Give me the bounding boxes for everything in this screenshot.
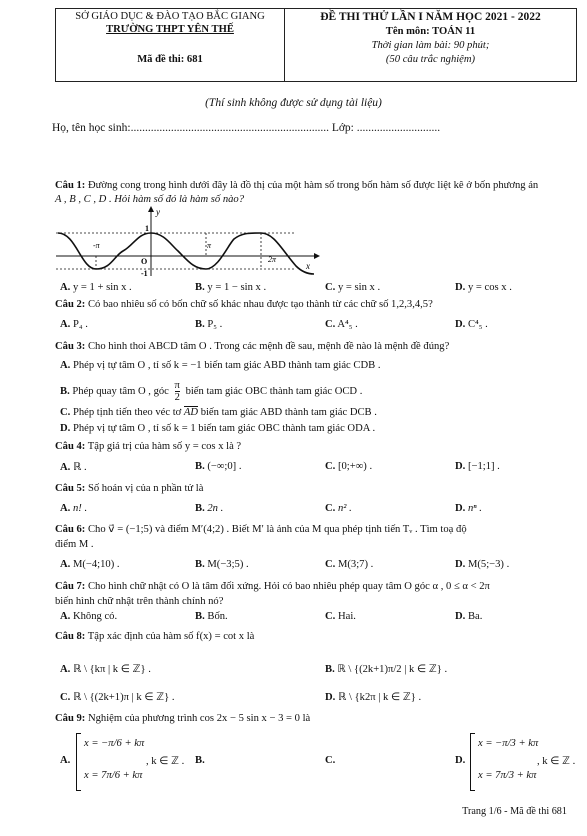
- q3-option-a[interactable]: A. Phép vị tự tâm O , tỉ số k = −1 biến tam giác ABD thành tam giác CDB .: [60, 360, 381, 371]
- q6-option-c[interactable]: C. M(3;7) .: [325, 559, 374, 570]
- neg-pi-label: -π: [93, 241, 100, 250]
- question-number: Câu 1:: [55, 180, 86, 191]
- q5-option-a[interactable]: A. n! .: [60, 503, 88, 514]
- q9-option-c[interactable]: C.: [325, 755, 336, 766]
- q9-a-tail: , k ∈ ℤ .: [146, 756, 185, 767]
- question-text: Đường cong trong hình dưới đây là đồ thị của một hàm số trong bốn hàm số được liệt kê ở bốn phương án: [87, 180, 539, 191]
- q5-option-d[interactable]: D. nⁿ .: [455, 503, 482, 514]
- q8-option-c[interactable]: C. ℝ \ {(2k+1)π | k ∈ ℤ} .: [60, 692, 175, 703]
- sine-graph: [56, 206, 321, 278]
- q2-option-d[interactable]: D. C⁴₅ .: [455, 319, 488, 330]
- pi-over-two: $\frac{\pi}{2}$: [174, 380, 180, 403]
- q9-a-line2: x = 7π/6 + kπ: [84, 770, 143, 781]
- question-5: Câu 5: Số hoán vị của n phần tử là: [55, 483, 204, 494]
- q7-option-a[interactable]: A. Không có.: [60, 611, 118, 622]
- q8-option-d[interactable]: D. ℝ \ {k2π | k ∈ ℤ} .: [325, 692, 422, 703]
- q9-d-line1: x = −π/3 + kπ: [478, 738, 539, 749]
- q8-option-b[interactable]: B. ℝ \ {(2k+1)π/2 | k ∈ ℤ} .: [325, 664, 448, 675]
- question-2: Câu 2: Có bao nhiêu số có bốn chữ số khác nhau được tạo thành từ các chữ số 1,2,3,4,5?: [55, 299, 433, 310]
- q9-option-a[interactable]: A.: [60, 755, 71, 766]
- x-arrow: [314, 253, 320, 259]
- question-7-line2: biến hình chữ nhật trên thành chính nó?: [55, 596, 224, 607]
- exam-header: [55, 8, 577, 82]
- q9-d-bracket: [470, 733, 475, 791]
- q7-option-d[interactable]: D. Ba.: [455, 611, 483, 622]
- q6-option-b[interactable]: B. M(−3;5) .: [195, 559, 249, 570]
- department-name: SỞ GIÁO DỤC & ĐÀO TẠO BẮC GIANG: [75, 11, 265, 22]
- exam-title: ĐỀ THI THỬ LẦN I NĂM HỌC 2021 - 2022: [320, 11, 541, 23]
- y-axis-label: y: [156, 207, 160, 217]
- q5-option-b[interactable]: B. 2n .: [195, 503, 224, 514]
- q9-option-b[interactable]: B.: [195, 755, 205, 766]
- vector-ad: AD: [183, 407, 199, 418]
- exam-note: (Thí sinh không được sử dụng tài liệu): [205, 97, 382, 109]
- q4-option-c[interactable]: C. [0;+∞) .: [325, 461, 373, 472]
- q9-a-bracket: [76, 733, 81, 791]
- q5-option-c[interactable]: C. n² .: [325, 503, 352, 514]
- two-pi-label: 2π: [268, 255, 277, 264]
- question-1-line2: A , B , C , D . Hỏi hàm số đó là hàm số nào?: [55, 194, 245, 205]
- origin-label: O: [141, 257, 148, 266]
- exam-code: Mã đề thi: 681: [137, 54, 203, 65]
- q9-d-line2: x = 7π/3 + kπ: [478, 770, 537, 781]
- school-name: TRƯỜNG THPT YÊN THẾ: [106, 24, 234, 35]
- q6-option-d[interactable]: D. M(5;−3) .: [455, 559, 510, 570]
- question-3: Câu 3: Cho hình thoi ABCD tâm O . Trong các mệnh đề sau, mệnh đề nào là mệnh đề đúng?: [55, 341, 450, 352]
- q4-option-b[interactable]: B. (−∞;0] .: [195, 461, 242, 472]
- q9-d-tail: , k ∈ ℤ .: [537, 756, 576, 767]
- sine-curve: [58, 233, 314, 274]
- y-arrow: [148, 206, 154, 212]
- q3-option-d[interactable]: D. Phép vị tự tâm O , tỉ số k = 1 biến tam giác OBC thành tam giác ODA .: [60, 423, 376, 434]
- q1-option-a[interactable]: A. y = 1 + sin x .: [60, 282, 132, 293]
- question-7: Câu 7: Cho hình chữ nhật có O là tâm đối xứng. Hỏi có bao nhiêu phép quay tâm O góc α , 0 ≤ α < 2π: [55, 581, 490, 592]
- q3-option-c[interactable]: C. Phép tịnh tiến theo véc tơ AD biến tam giác ABD thành tam giác DCB .: [60, 407, 377, 418]
- question-6: Câu 6: Cho v⃗ = (−1;5) và điểm M′(4;2) . Biết M′ là ảnh của M qua phép tịnh tiến Tᵥ . Tìm toạ độ: [55, 524, 467, 535]
- q1-option-d[interactable]: D. y = cos x .: [455, 282, 512, 293]
- question-8: Câu 8: Tập xác định của hàm số f(x) = cot x là: [55, 631, 255, 642]
- time-limit: Thời gian làm bài: 90 phút;: [371, 40, 490, 51]
- question-9: Câu 9: Nghiệm của phương trình cos 2x − 5 sin x − 3 = 0 là: [55, 713, 311, 724]
- q3-option-b[interactable]: B. Phép quay tâm O , góc $\frac{\pi}{2}$ biến tam giác OBC thành tam giác OCD .: [60, 380, 363, 403]
- question-1: [55, 180, 538, 191]
- q9-a-line1: x = −π/6 + kπ: [84, 738, 145, 749]
- q2-option-c[interactable]: C. A⁴₅ .: [325, 319, 358, 330]
- pi-label: π: [207, 241, 212, 250]
- question-6-line2: điểm M .: [55, 539, 94, 550]
- question-count: (50 câu trắc nghiệm): [385, 54, 476, 65]
- q2-option-b[interactable]: B. P₅ .: [195, 319, 223, 330]
- q8-option-a[interactable]: A. ℝ \ {kπ | k ∈ ℤ} .: [60, 664, 151, 675]
- question-4: Câu 4: Tập giá trị của hàm số y = cos x là ?: [55, 441, 242, 452]
- q1-option-c[interactable]: C. y = sin x .: [325, 282, 381, 293]
- q1-option-b[interactable]: B. y = 1 − sin x .: [195, 282, 267, 293]
- student-info-line: Họ, tên học sinh:..................................................................... Lớp: .............................: [52, 122, 441, 134]
- q4-option-d[interactable]: D. [−1;1] .: [455, 461, 500, 472]
- q9-option-d[interactable]: D.: [455, 755, 466, 766]
- subject: Tên môn: TOÁN 11: [385, 26, 476, 37]
- y-one-label: 1: [145, 224, 149, 233]
- y-minus-one-label: -1: [141, 269, 148, 278]
- q6-option-a[interactable]: A. M(−4;10) .: [60, 559, 120, 570]
- q7-option-c[interactable]: C. Hai.: [325, 611, 356, 622]
- q2-option-a[interactable]: A. P₄ .: [60, 319, 88, 330]
- x-axis-label: x: [306, 261, 310, 271]
- page-footer: Trang 1/6 - Mã đề thi 681: [462, 806, 567, 817]
- q4-option-a[interactable]: A. ℝ .: [60, 462, 87, 473]
- q7-option-b[interactable]: B. Bốn.: [195, 611, 228, 622]
